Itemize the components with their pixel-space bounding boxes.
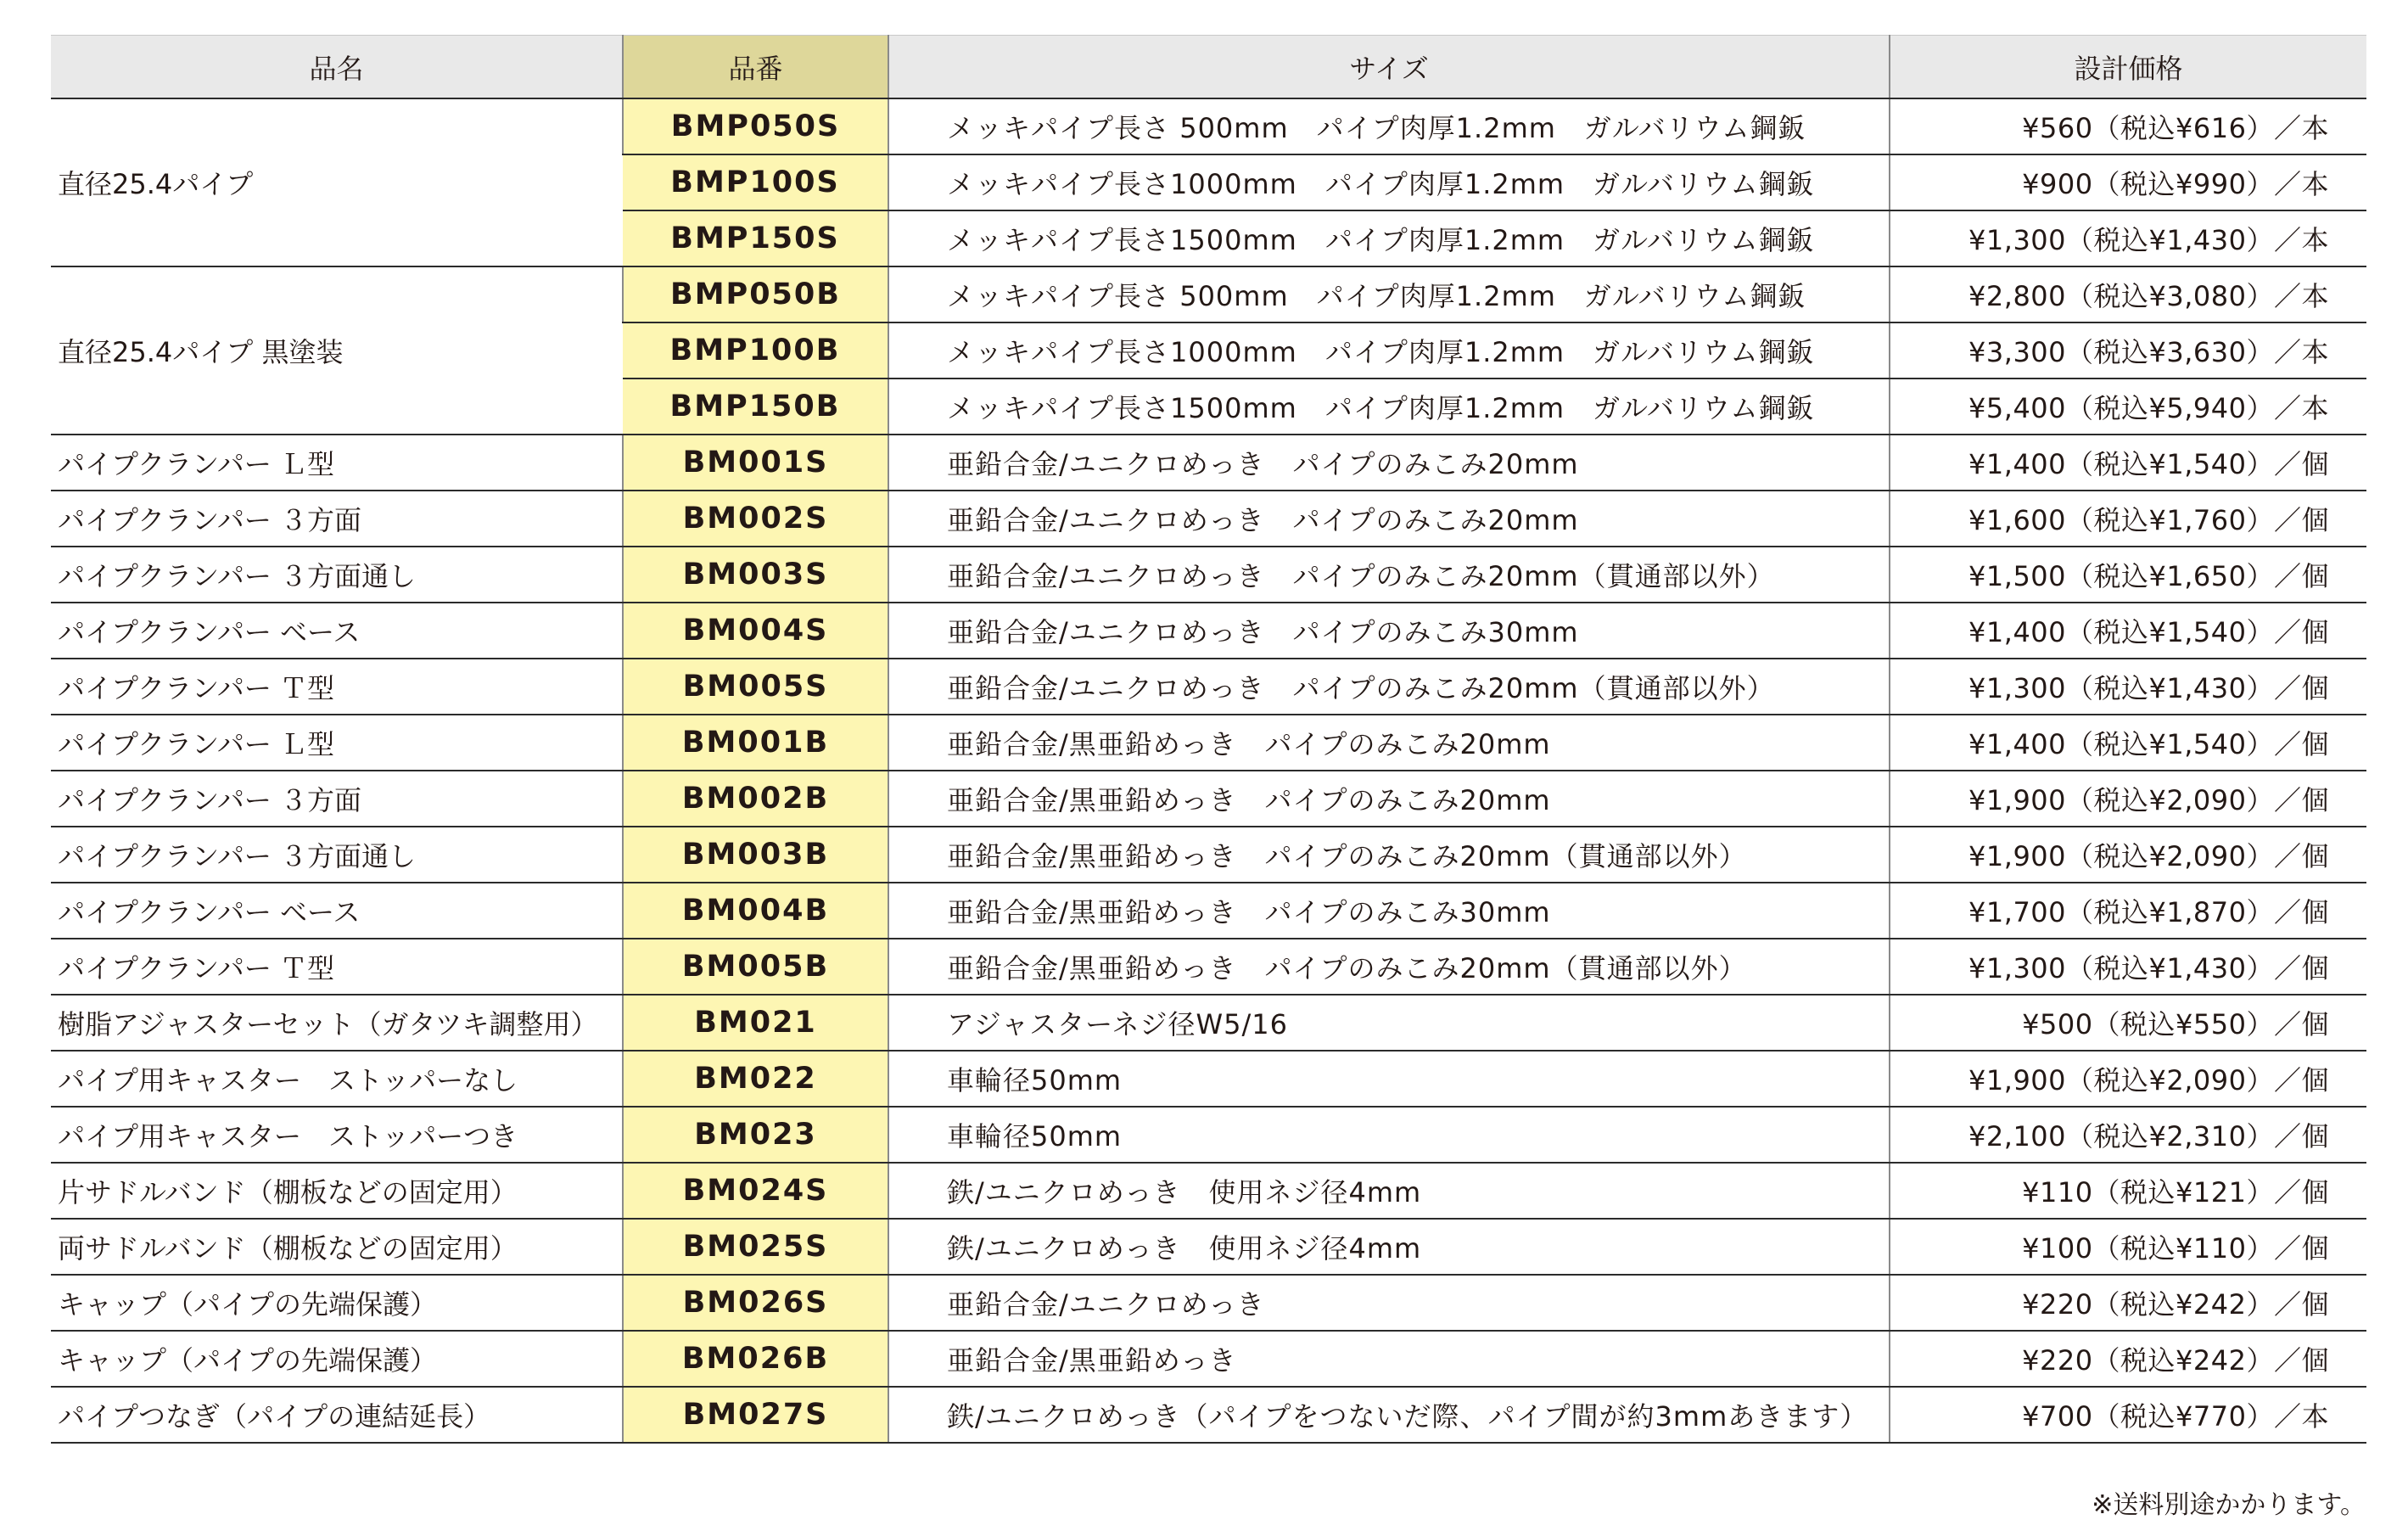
product-size: 亜鉛合金/ユニクロめっき パイプのみこみ30mm (888, 603, 1890, 659)
product-code: BM001B (623, 715, 888, 771)
shipping-note: ※送料別途かかります。 (2092, 1490, 2366, 1520)
product-name: 直径25.4パイプ 黒塗装 (51, 266, 623, 435)
table-row (51, 939, 2366, 995)
product-size: メッキパイプ長さ1000mm パイプ肉厚1.2mm ガルバリウム鋼鈑 (888, 154, 1890, 210)
product-name: パイプクランパー ベース (51, 603, 623, 659)
product-size: メッキパイプ長さ1000mm パイプ肉厚1.2mm ガルバリウム鋼鈑 (888, 322, 1890, 379)
product-size: 亜鉛合金/黒亜鉛めっき パイプのみこみ30mm (888, 883, 1890, 939)
product-price: ¥2,800（税込¥3,080）／本 (1890, 266, 2366, 322)
table-row (51, 1163, 2366, 1219)
product-size: 車輪径50mm (888, 1107, 1890, 1163)
table-row (51, 715, 2366, 771)
product-size: 鉄/ユニクロめっき 使用ネジ径4mm (888, 1219, 1890, 1275)
table-row (51, 827, 2366, 883)
product-name: キャップ（パイプの先端保護） (51, 1331, 623, 1387)
product-price: ¥110（税込¥121）／個 (1890, 1163, 2366, 1219)
table-row (51, 995, 2366, 1051)
product-size: メッキパイプ長さ 500mm パイプ肉厚1.2mm ガルバリウム鋼鈑 (888, 98, 1890, 154)
product-price: ¥220（税込¥242）／個 (1890, 1275, 2366, 1331)
product-name: パイプ用キャスター ストッパーつき (51, 1107, 623, 1163)
table-row (51, 1387, 2366, 1443)
table-row (51, 1107, 2366, 1163)
table-row (51, 491, 2366, 547)
product-code: BM024S (623, 1163, 888, 1219)
product-name: パイプクランパー Ｔ型 (51, 659, 623, 715)
table-row (51, 1275, 2366, 1331)
product-code: BM022 (623, 1051, 888, 1107)
product-code: BM002B (623, 771, 888, 827)
table-row (51, 266, 2366, 322)
product-price: ¥1,400（税込¥1,540）／個 (1890, 435, 2366, 491)
product-size: 亜鉛合金/ユニクロめっき (888, 1275, 1890, 1331)
product-name: パイプクランパー ３方面通し (51, 827, 623, 883)
product-price: ¥1,900（税込¥2,090）／個 (1890, 771, 2366, 827)
product-code: BM003B (623, 827, 888, 883)
product-size: 亜鉛合金/ユニクロめっき パイプのみこみ20mm（貫通部以外） (888, 659, 1890, 715)
product-code: BM027S (623, 1387, 888, 1443)
product-code: BM005B (623, 939, 888, 995)
product-price: ¥2,100（税込¥2,310）／個 (1890, 1107, 2366, 1163)
product-size: アジャスターネジ径W5/16 (888, 995, 1890, 1051)
product-size: 亜鉛合金/黒亜鉛めっき (888, 1331, 1890, 1387)
product-size: メッキパイプ長さ1500mm パイプ肉厚1.2mm ガルバリウム鋼鈑 (888, 210, 1890, 266)
product-name: パイプクランパー Ｌ型 (51, 715, 623, 771)
product-size: 亜鉛合金/黒亜鉛めっき パイプのみこみ20mm（貫通部以外） (888, 827, 1890, 883)
table-row (51, 547, 2366, 603)
table-body (51, 98, 2366, 1443)
product-name: パイプクランパー ３方面 (51, 771, 623, 827)
product-price: ¥220（税込¥242）／個 (1890, 1331, 2366, 1387)
product-code: BMP050S (623, 98, 888, 154)
product-code: BM026B (623, 1331, 888, 1387)
table-row (51, 603, 2366, 659)
table-header-row (51, 36, 2366, 99)
header-price: 設計価格 (1890, 36, 2366, 99)
product-size: 亜鉛合金/黒亜鉛めっき パイプのみこみ20mm (888, 715, 1890, 771)
header-name: 品名 (51, 36, 623, 99)
price-table (51, 35, 2366, 1444)
product-name: 片サドルバンド（棚板などの固定用） (51, 1163, 623, 1219)
product-price: ¥1,900（税込¥2,090）／個 (1890, 1051, 2366, 1107)
product-size: 亜鉛合金/ユニクロめっき パイプのみこみ20mm (888, 435, 1890, 491)
product-code: BM005S (623, 659, 888, 715)
product-size: 亜鉛合金/ユニクロめっき パイプのみこみ20mm（貫通部以外） (888, 547, 1890, 603)
product-name: パイプクランパー Ｌ型 (51, 435, 623, 491)
product-name: パイプクランパー ３方面通し (51, 547, 623, 603)
product-code: BMP150B (623, 379, 888, 435)
product-code: BM004S (623, 603, 888, 659)
product-name: パイプ用キャスター ストッパーなし (51, 1051, 623, 1107)
product-price: ¥1,500（税込¥1,650）／個 (1890, 547, 2366, 603)
product-code: BM001S (623, 435, 888, 491)
product-code: BMP050B (623, 266, 888, 322)
product-size: 鉄/ユニクロめっき（パイプをつないだ際、パイプ間が約3mmあきます） (888, 1387, 1890, 1443)
product-price: ¥5,400（税込¥5,940）／本 (1890, 379, 2366, 435)
product-price: ¥700（税込¥770）／本 (1890, 1387, 2366, 1443)
product-code: BM026S (623, 1275, 888, 1331)
product-name: パイプつなぎ（パイプの連結延長） (51, 1387, 623, 1443)
product-size: 鉄/ユニクロめっき 使用ネジ径4mm (888, 1163, 1890, 1219)
header-size: サイズ (888, 36, 1890, 99)
product-size: 亜鉛合金/ユニクロめっき パイプのみこみ20mm (888, 491, 1890, 547)
table-row (51, 883, 2366, 939)
header-code: 品番 (623, 36, 888, 99)
product-code: BM002S (623, 491, 888, 547)
table-row (51, 1331, 2366, 1387)
table-row (51, 1219, 2366, 1275)
product-price: ¥1,900（税込¥2,090）／個 (1890, 827, 2366, 883)
product-code: BM021 (623, 995, 888, 1051)
product-price: ¥1,300（税込¥1,430）／本 (1890, 210, 2366, 266)
product-name: パイプクランパー ベース (51, 883, 623, 939)
product-price: ¥1,300（税込¥1,430）／個 (1890, 659, 2366, 715)
table-row (51, 771, 2366, 827)
product-code: BMP100S (623, 154, 888, 210)
product-price: ¥1,700（税込¥1,870）／個 (1890, 883, 2366, 939)
product-size: メッキパイプ長さ1500mm パイプ肉厚1.2mm ガルバリウム鋼鈑 (888, 379, 1890, 435)
product-code: BM004B (623, 883, 888, 939)
product-name: キャップ（パイプの先端保護） (51, 1275, 623, 1331)
product-name: パイプクランパー ３方面 (51, 491, 623, 547)
product-price: ¥100（税込¥110）／個 (1890, 1219, 2366, 1275)
product-price: ¥500（税込¥550）／個 (1890, 995, 2366, 1051)
product-price: ¥3,300（税込¥3,630）／本 (1890, 322, 2366, 379)
product-size: 亜鉛合金/黒亜鉛めっき パイプのみこみ20mm（貫通部以外） (888, 939, 1890, 995)
product-code: BMP150S (623, 210, 888, 266)
product-size: 亜鉛合金/黒亜鉛めっき パイプのみこみ20mm (888, 771, 1890, 827)
product-name: 樹脂アジャスターセット（ガタツキ調整用） (51, 995, 623, 1051)
product-code: BMP100B (623, 322, 888, 379)
product-price: ¥560（税込¥616）／本 (1890, 98, 2366, 154)
product-code: BM025S (623, 1219, 888, 1275)
product-code: BM003S (623, 547, 888, 603)
product-price: ¥1,400（税込¥1,540）／個 (1890, 603, 2366, 659)
table-row (51, 1051, 2366, 1107)
product-price: ¥1,300（税込¥1,430）／個 (1890, 939, 2366, 995)
product-price: ¥1,400（税込¥1,540）／個 (1890, 715, 2366, 771)
product-name: 両サドルバンド（棚板などの固定用） (51, 1219, 623, 1275)
product-size: 車輪径50mm (888, 1051, 1890, 1107)
product-size: メッキパイプ長さ 500mm パイプ肉厚1.2mm ガルバリウム鋼鈑 (888, 266, 1890, 322)
product-name: 直径25.4パイプ (51, 98, 623, 266)
product-code: BM023 (623, 1107, 888, 1163)
product-name: パイプクランパー Ｔ型 (51, 939, 623, 995)
table-row (51, 435, 2366, 491)
table-row (51, 659, 2366, 715)
table-row (51, 98, 2366, 154)
product-price: ¥1,600（税込¥1,760）／個 (1890, 491, 2366, 547)
product-price: ¥900（税込¥990）／本 (1890, 154, 2366, 210)
